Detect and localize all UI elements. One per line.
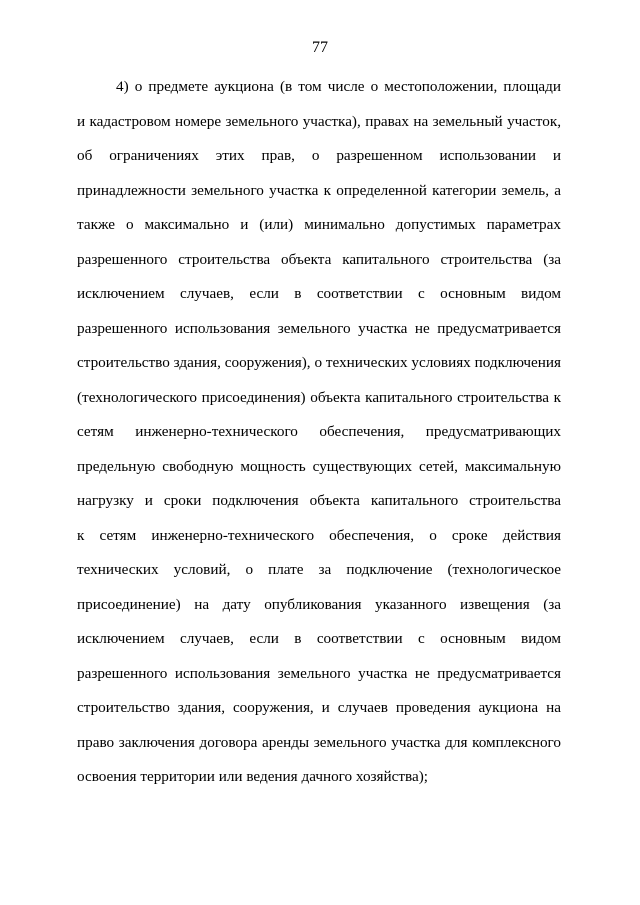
text-line: сетям инженерно-технического обеспечения, предусматривающих [77, 423, 561, 440]
text-line: об ограничениях этих прав, о разрешенном использовании и [77, 147, 561, 164]
text-line: к сетям инженерно-технического обеспечения, о сроке действия [77, 526, 561, 544]
text-line: (технологического присоединения) объекта капитального строительства к [77, 388, 561, 406]
text-line: разрешенного строительства объекта капитального строительства (за [77, 250, 561, 268]
text-line: 4) о предмете аукциона (в том числе о местоположении, площади [116, 78, 561, 95]
text-line: разрешенного использования земельного участка не предусматривается [77, 664, 561, 682]
text-line: также о максимально и (или) минимально допустимых параметрах [77, 216, 561, 233]
text-line: право заключения договора аренды земельного участка для комплексного [77, 733, 561, 751]
text-line: принадлежности земельного участка к определенной категории земель, а [77, 181, 561, 199]
text-line: разрешенного использования земельного участка не предусматривается [77, 319, 561, 337]
text-line: присоединение) на дату опубликования указанного извещения (за [77, 595, 561, 613]
paragraph [77, 70, 561, 795]
text-line: строительство здания, сооружения, и случаев проведения аукциона на [77, 699, 561, 716]
text-line: технических условий, о плате за подключение (технологическое [77, 561, 561, 578]
text-line: нагрузку и сроки подключения объекта капитального строительства [77, 492, 561, 509]
page-number: 77 [312, 39, 328, 56]
text-line: предельную свободную мощность существующих сетей, максимальную [77, 457, 561, 475]
text-line: и кадастровом номере земельного участка), правах на земельный участок, [77, 112, 561, 130]
text-line: исключением случаев, если в соответствии с основным видом [77, 630, 561, 647]
text-line: исключением случаев, если в соответствии с основным видом [77, 285, 561, 302]
text-line: освоения территории или ведения дачного хозяйства); [77, 768, 429, 785]
text-line: строительство здания, сооружения), о технических условиях подключения [77, 354, 561, 371]
